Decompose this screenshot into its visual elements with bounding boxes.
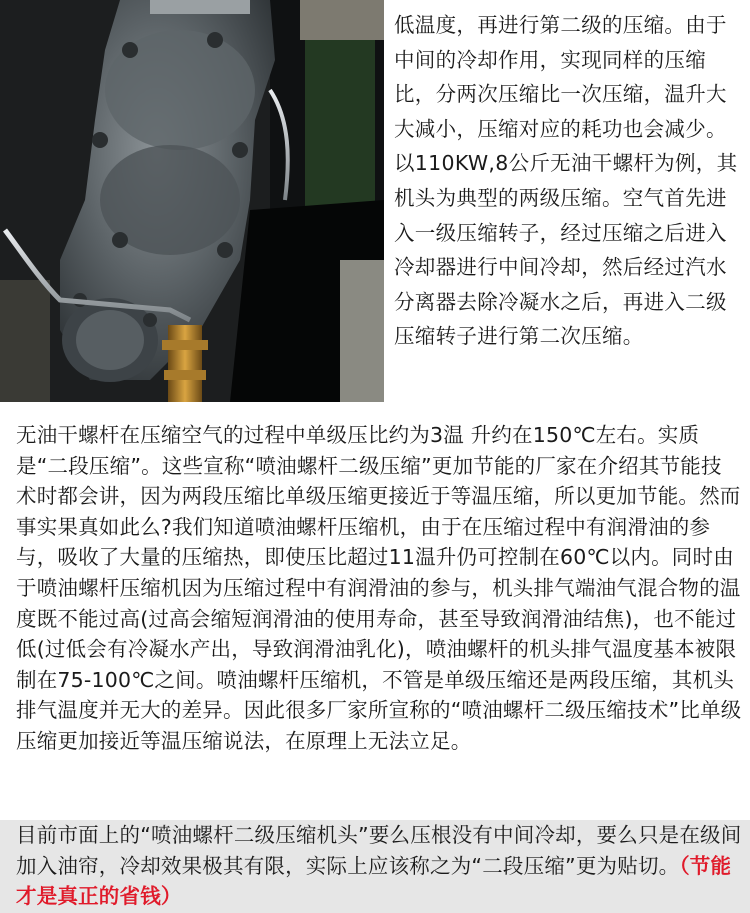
side-paragraph (394, 8, 744, 354)
main-paragraph (16, 420, 742, 757)
side-paragraph-text: 低温度，再进行第二级的压缩。由于中间的冷却作用，实现同样的压缩比，分两次压缩比一次压缩，温升大大减小，压缩对应的耗功也会减少。以110KW,8公斤无油干螺杆为例，其机头为典型的两级压缩。空气首先进入一级压缩转子，经过压缩之后进入冷却器进行中间冷却，然后经过汽水分离器去除冷凝水之后，再进入二级压缩转子进行第二次压缩。 (394, 13, 738, 349)
highlight-slogan: （节能才是真正的省钱） (16, 853, 732, 909)
main-paragraph-text: 无油干螺杆在压缩空气的过程中单级压比约为3温 升约在150℃左右。实质是“二段压缩”。这些宣称“喷油螺杆二级压缩”更加节能的厂家在介绍其节能技术时都会讲，因为两段压缩比单级压缩更接近于等温压缩，所以更加节能。然而事实果真如此么?我们知道喷油螺杆压缩机，由于在压缩过程中有润滑油的参与，吸收了大量的压缩热，即使压比超过11温升仍可控制在60℃以内。同时由于喷油螺杆压缩机因为压缩过程中有润滑油的参与，机头排气端油气混合物的温度既不能过高(过高会缩短润滑油的使用寿命，甚至导致润滑油结焦)，也不能过低(过低会有冷凝水产出，导致润滑油乳化)，喷油螺杆的机头排气温度基本被限制在75-100℃之间。喷油螺杆压缩机，不管是单级压缩还是两段压缩，其机头排气温度并无大的差异。因此很多厂家所宣称的“喷油螺杆二级压缩技术”比单级压缩更加接近等温压缩说法，在原理上无法立足。 (16, 423, 742, 753)
closing-text: 目前市面上的“喷油螺杆二级压缩机头”要么压根没有中间冷却，要么只是在级间加入油帘，冷却效果极其有限，实际上应该称之为“二段压缩”更为贴切。 (16, 823, 742, 878)
closing-paragraph (16, 820, 742, 912)
compressor-photo (0, 0, 384, 402)
